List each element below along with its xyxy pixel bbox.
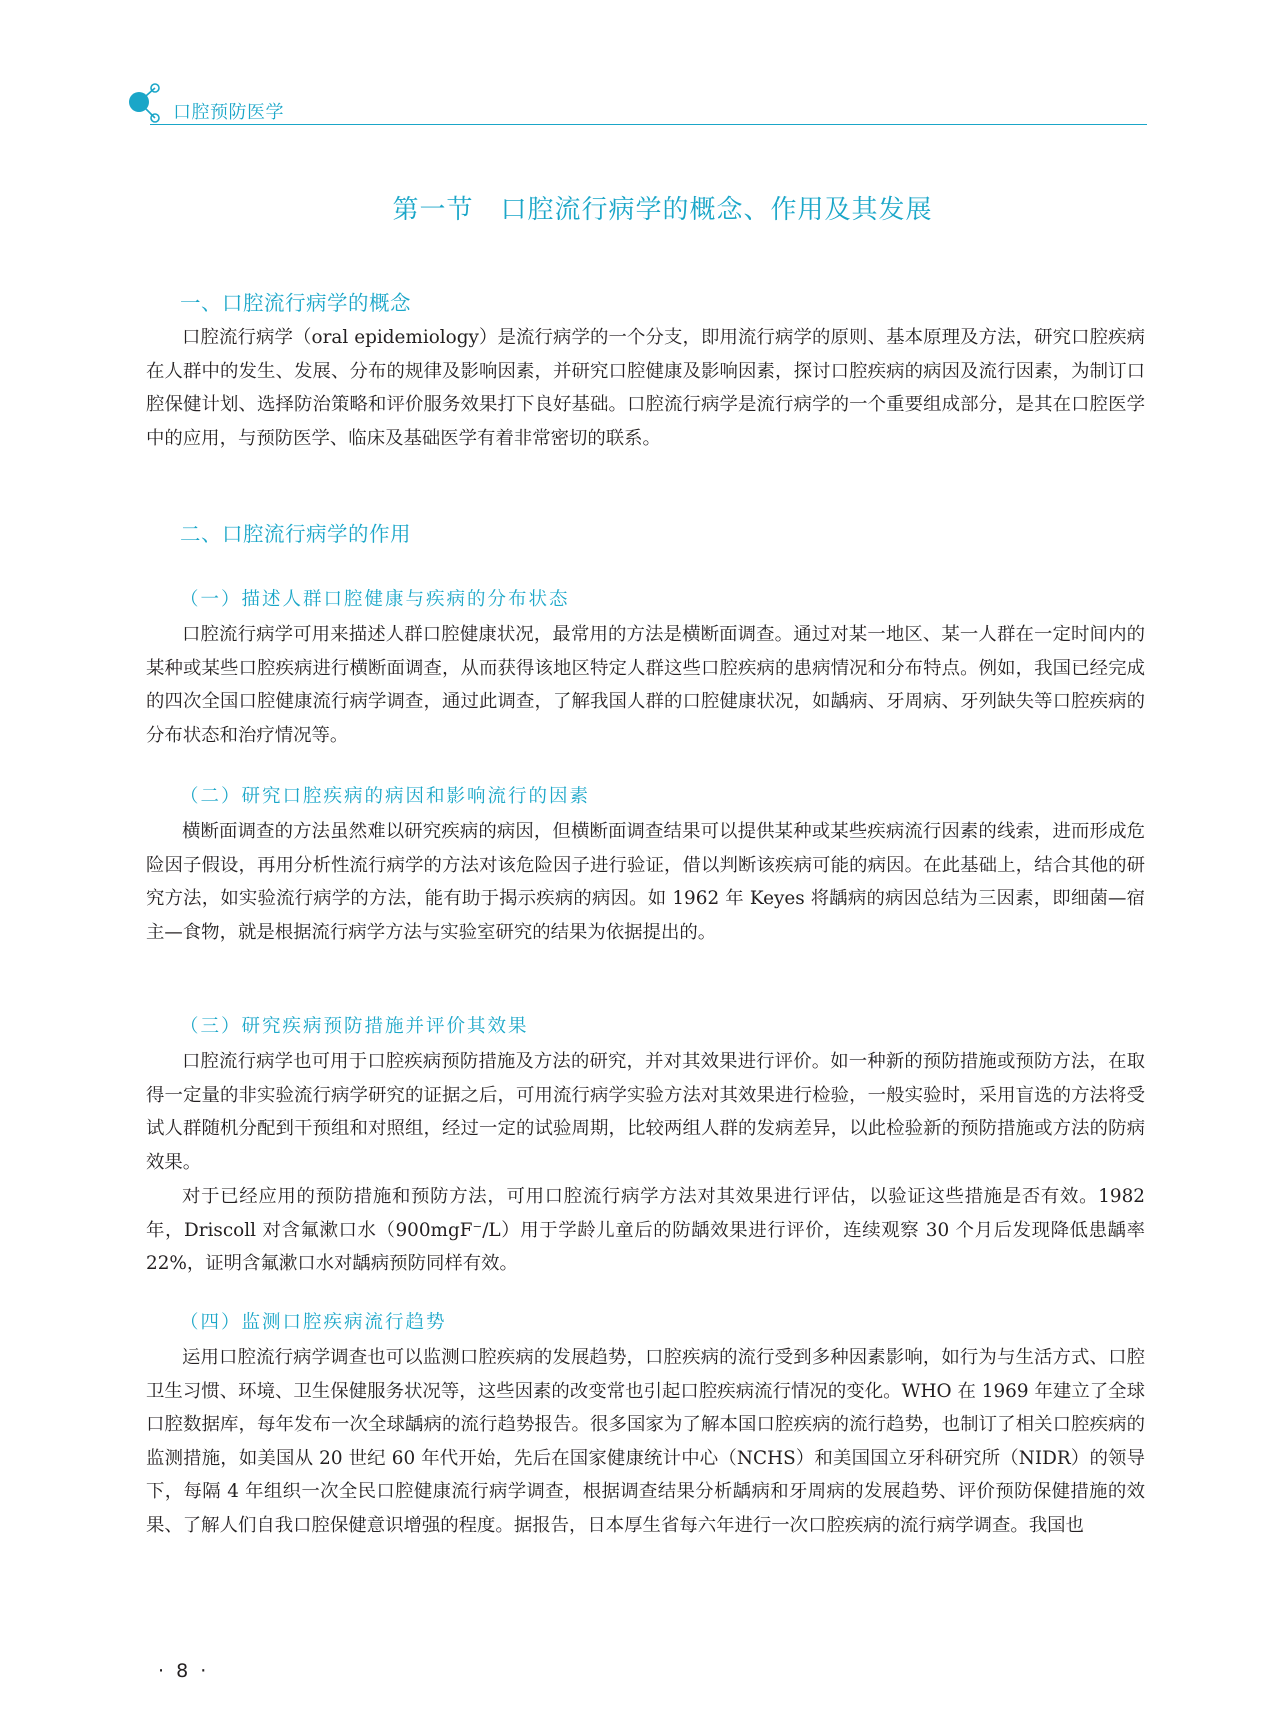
subheading-distribution: （一）描述人群口腔健康与疾病的分布状态 xyxy=(180,589,570,610)
paragraph-concept: 口腔流行病学（oral epidemiology）是流行病学的一个分支，即用流行病学的原则、基本原理及方法，研究口腔疾病在人群中的发生、发展、分布的规律及影响因素，并研究口腔健康及影响因素，探讨口腔疾病的病因及流行因素，为制订口腔保健计划、选择防治策略和评价服务效果打下良好基础。口腔流行病学是流行病学的一个重要组成部分，是其在口腔医学中的应用，与预防医学、临床及基础医学有着非常密切的联系。 xyxy=(146,327,1145,449)
subheading-etiology: （二）研究口腔疾病的病因和影响流行的因素 xyxy=(180,786,591,807)
section-title: 第一节 口腔流行病学的概念、作用及其发展 xyxy=(392,195,933,225)
heading-role: 二、口腔流行病学的作用 xyxy=(180,522,411,546)
paragraph-etiology: 横断面调查的方法虽然难以研究疾病的病因，但横断面调查结果可以提供某种或某些疾病流行因素的线索，进而形成危险因子假设，再用分析性流行病学的方法对该危险因子进行验证，借以判断该疾病可能的病因。在此基础上，结合其他的研究方法，如实验流行病学的方法，能有助于揭示疾病的病因。如 1962 年 Keyes 将龋病的病因总结为三因素，即细菌—宿主—食物，就是根据流行病学方法与实验室研究的结果为依据提出的。 xyxy=(146,821,1145,943)
running-header-title: 口腔预防医学 xyxy=(173,102,284,123)
subheading-prevention: （三）研究疾病预防措施并评价其效果 xyxy=(180,1016,529,1037)
paragraph-evaluation: 对于已经应用的预防措施和预防方法，可用口腔流行病学方法对其效果进行评估，以验证这些措施是否有效。1982 年，Driscoll 对含氟漱口水（900mgF⁻/L）用于学龄儿童后的防龋效果进行评价，连续观察 30 个月后发现降低患龋率 22%，证明含氟漱口水对龋病预防同样有效。 xyxy=(146,1186,1145,1275)
paragraph-monitoring: 运用口腔流行病学调查也可以监测口腔疾病的发展趋势，口腔疾病的流行受到多种因素影响，如行为与生活方式、口腔卫生习惯、环境、卫生保健服务状况等，这些因素的改变常也引起口腔疾病流行情况的变化。WHO 在 1969 年建立了全球口腔数据库，每年发布一次全球龋病的流行趋势报告。很多国家为了解本国口腔疾病的流行趋势，也制订了相关口腔疾病的监测措施，如美国从 20 世纪 60 年代开始，先后在国家健康统计中心（NCHS）和美国国立牙科研究所（NIDR）的领导下，每隔 4 年组织一次全民口腔健康流行病学调查，根据调查结果分析龋病和牙周病的发展趋势、评价预防保健措施的效果、了解人们自我口腔保健意识增强的程度。据报告，日本厚生省每六年进行一次口腔疾病的流行病学调查。我国也 xyxy=(146,1347,1145,1536)
heading-concept: 一、口腔流行病学的概念 xyxy=(180,291,411,315)
header-rule xyxy=(150,124,1147,125)
page-number: · 8 · xyxy=(158,1660,210,1682)
subheading-monitoring: （四）监测口腔疾病流行趋势 xyxy=(180,1312,447,1333)
paragraph-distribution: 口腔流行病学可用来描述人群口腔健康状况，最常用的方法是横断面调查。通过对某一地区、某一人群在一定时间内的某种或某些口腔疾病进行横断面调查，从而获得该地区特定人群这些口腔疾病的患病情况和分布特点。例如，我国已经完成的四次全国口腔健康流行病学调查，通过此调查，了解我国人群的口腔健康状况，如龋病、牙周病、牙列缺失等口腔疾病的分布状态和治疗情况等。 xyxy=(146,624,1145,746)
paragraph-prevention: 口腔流行病学也可用于口腔疾病预防措施及方法的研究，并对其效果进行评价。如一种新的预防措施或预防方法，在取得一定量的非实验流行病学研究的证据之后，可用流行病学实验方法对其效果进行检验，一般实验时，采用盲选的方法将受试人群随机分配到干预组和对照组，经过一定的试验周期，比较两组人群的发病差异，以此检验新的预防措施或方法的防病效果。 xyxy=(146,1051,1145,1173)
